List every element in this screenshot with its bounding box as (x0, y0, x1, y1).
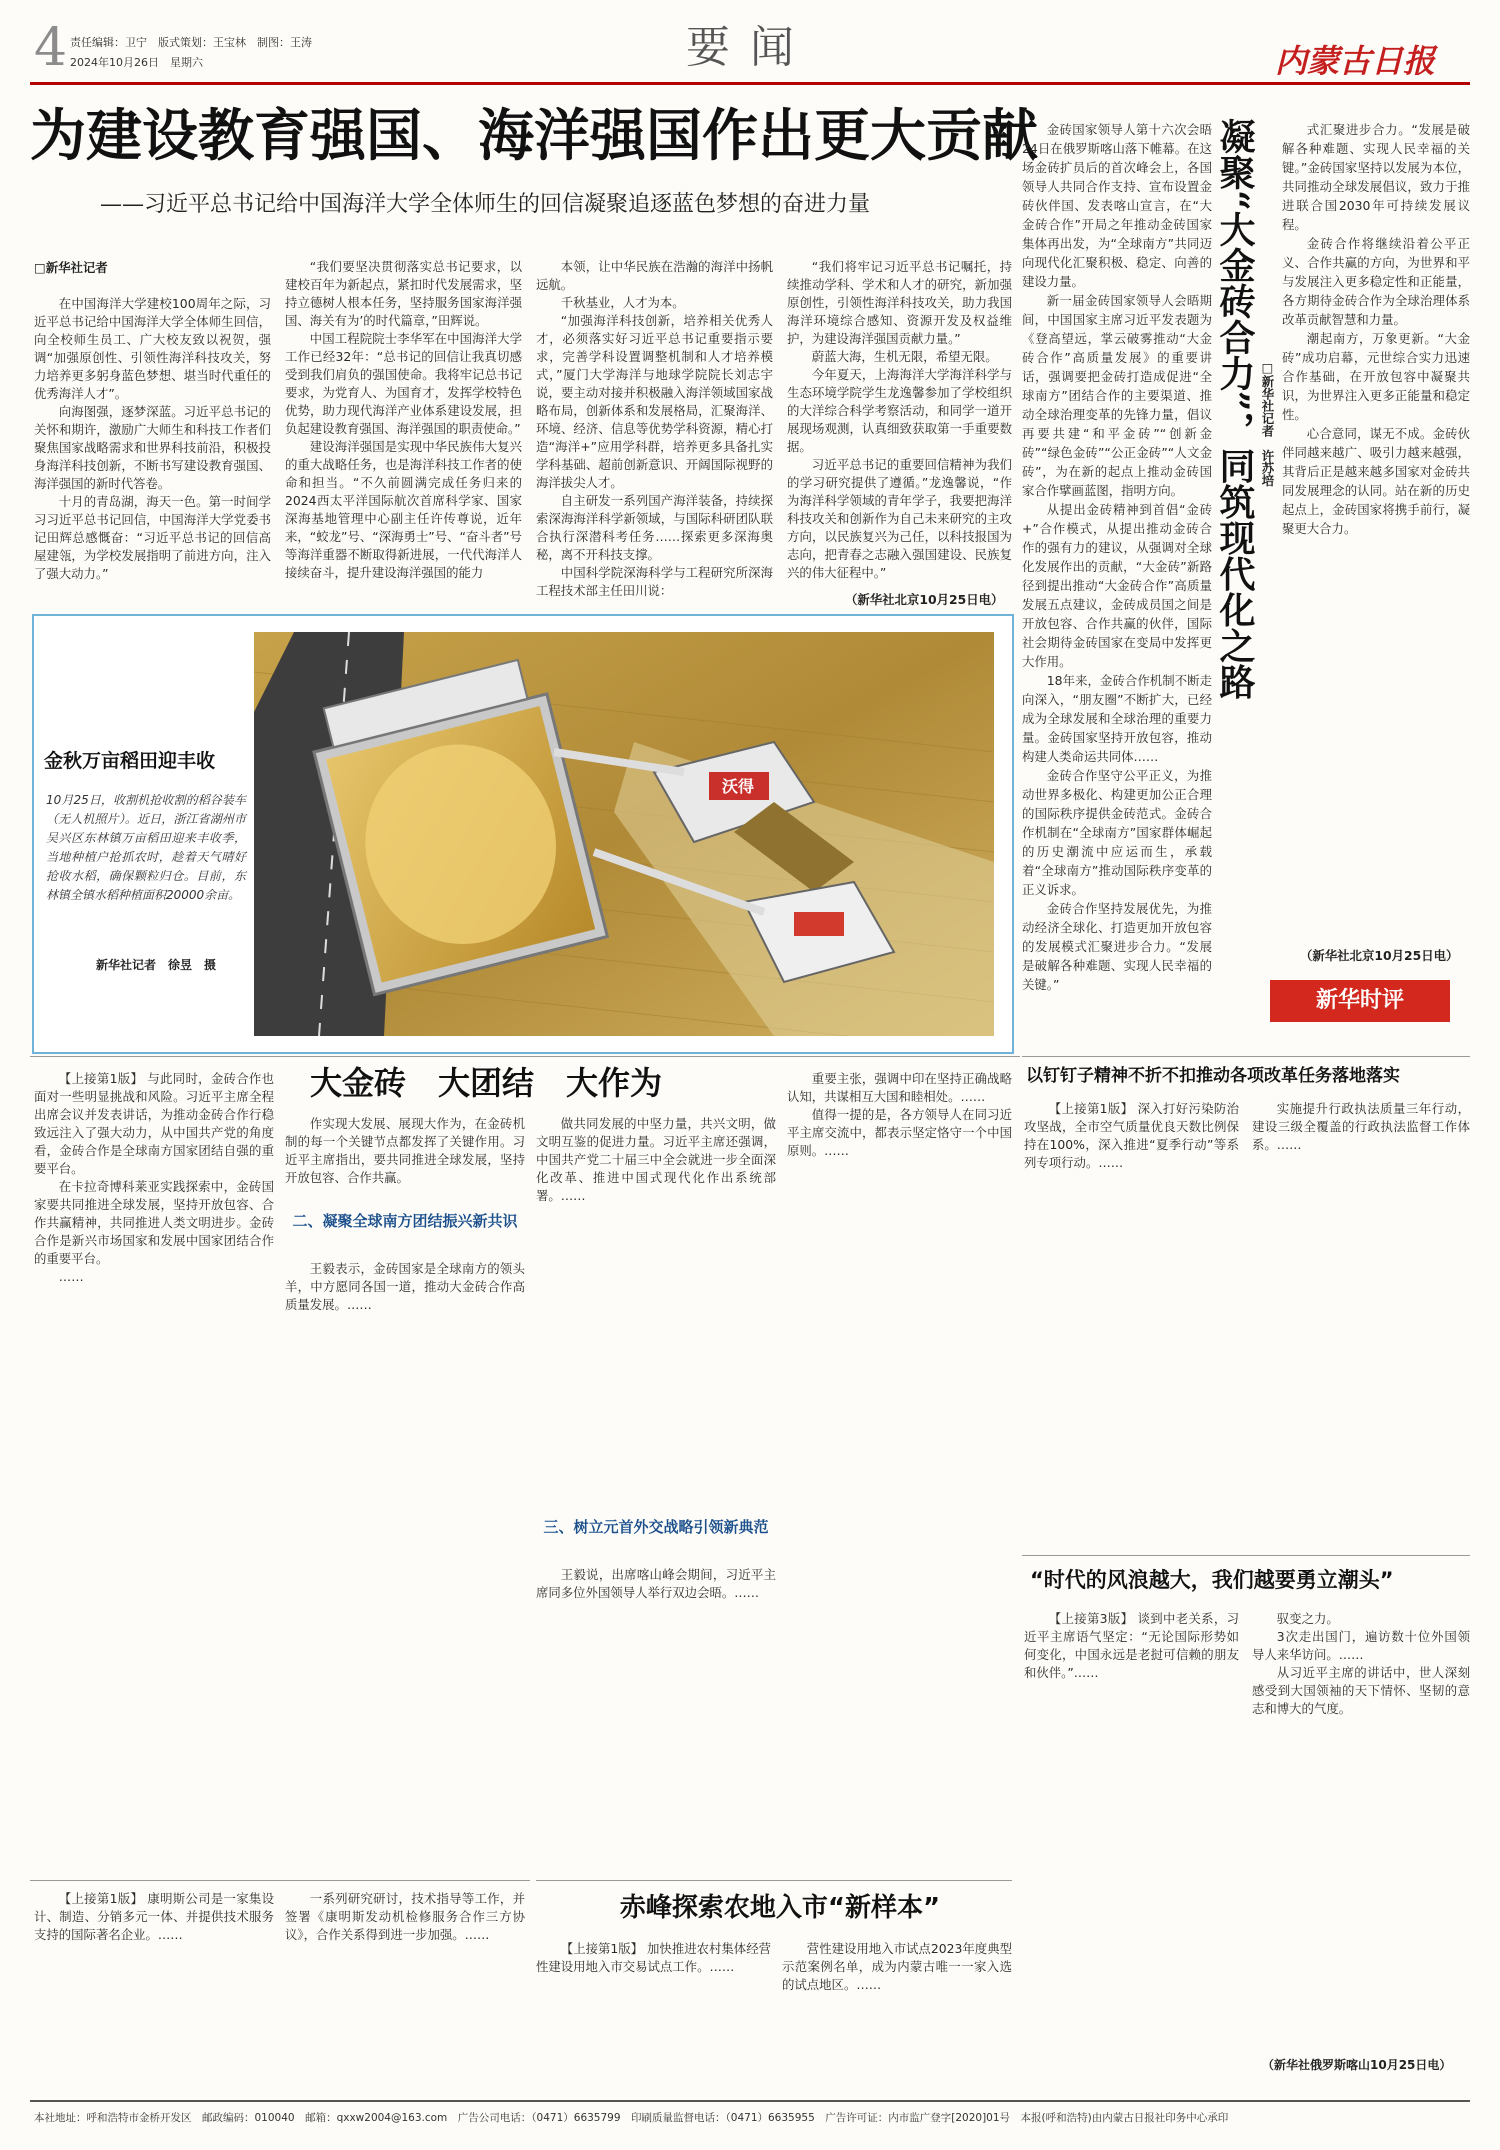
paragraph: 金砖合作坚持发展优先，为推动经济全球化、打造更加开放包容的发展模式汇聚进步合力。“发展是破解各种难题、实现人民幸福的关键。” (1022, 901, 1212, 992)
commentary-byline: □新华社记者 许苏培 (1260, 360, 1275, 487)
paragraph: 式汇聚进步合力。“发展是破解各种难题、实现人民幸福的关键。”金砖国家坚持以发展为本位，共同推动全球发展倡议，致力于推进联合国2030年可持续发展议程。 (1282, 122, 1470, 232)
section-rule-2 (1022, 1056, 1470, 1057)
article3-title: 以钉钉子精神不折不扣推动各项改革任务落地落实 (1026, 1066, 1400, 1086)
editors-line: 责任编辑：卫宁 版式策划：王宝林 制图：王涛 (70, 36, 312, 49)
article2-column-4 (787, 1070, 1012, 1870)
article5-column-1 (34, 1890, 274, 2090)
article6-column-1 (536, 1940, 771, 2090)
lead-byline: □新华社记者 (34, 260, 108, 275)
lead-subtitle: ——习近平总书记给中国海洋大学全体师生的回信凝聚追逐蓝色梦想的奋进力量 (100, 192, 871, 217)
article6-column-2 (782, 1940, 1012, 2090)
paragraph: 金砖国家领导人第十六次会晤24日在俄罗斯喀山落下帷幕。在这场金砖扩员后的首次峰会上，各国领导人共同合作支持、宣布设置金砖伙伴国、发表喀山宣言，在“大金砖合作”开局之年推动金砖国家集体再出发，为“全球南方”共同迈向现代化汇聚积极、稳定、向善的建设力量。 (1022, 122, 1212, 289)
article2-subheading-3: 三、树立元首外交战略引领新典范 (543, 1518, 769, 1536)
paragraph: 今年夏天，上海海洋大学海洋科学与生态环境学院学生龙逸馨参加了学校组织的大洋综合科学考察活动，和同学一道开展现场观测，认真细致获取第一手重要数据。 (787, 367, 1012, 454)
commentary-column-2 (1282, 120, 1470, 940)
lead-column-1 (34, 295, 271, 605)
paragraph: 千秋基业，人才为本。 (560, 295, 685, 310)
article2-column-3 (536, 1115, 776, 1505)
page-number: 4 (34, 18, 68, 78)
paragraph: 做共同发展的中坚力量，共兴文明，做文明互鉴的促进力量。习近平主席还强调，中国共产党二十届三中全会就进一步全面深化改革、推进中国式现代化作出系统部署。…… (536, 1116, 776, 1203)
article4-dateline: （新华社俄罗斯喀山10月25日电） (1262, 2058, 1452, 2072)
paragraph: 在中国海洋大学建校100周年之际，习近平总书记给中国海洋大学全体师生回信，向全校师生员工、广大校友致以祝贺，强调“加强原创性、引领性海洋科技攻关，努力培养更多躬身蓝色梦想、堪当时代重任的优秀海洋人才”。 (34, 296, 271, 401)
lead-column-3 (536, 258, 773, 606)
paragraph: 【上接第3版】 谈到中老关系，习近平主席语气坚定：“无论国际形势如何变化，中国永远是老挝可信赖的朋友和伙伴。”…… (1024, 1611, 1239, 1680)
paragraph: 金砖合作坚守公平正义，为推动世界多极化、构建更加公正合理的国际秩序提供金砖范式。金砖合作机制在“全球南方”国家群体崛起的历史潮流中应运而生，承载着“全球南方”推动国际秩序变革的正义诉求。 (1022, 768, 1212, 897)
article2-column-2 (285, 1115, 525, 1195)
paragraph: “我们要坚决贯彻落实总书记要求，以建校百年为新起点，紧扣时代发展需求，坚持立德树人根本任务，坚持服务国家海洋强国、海关有为’的时代篇章，”田辉说。 (285, 259, 522, 328)
harvest-photo (254, 632, 994, 1036)
photo-caption-title: 金秋万亩稻田迎丰收 (44, 750, 216, 772)
paragraph: 在卡拉奇博科莱亚实践探索中，金砖国家要共同推进全球发展，坚持开放包容、合作共赢精神，共同推进人类文明进步。金砖合作是新兴市场国家和发展中国家团结合作的重要平台。 (34, 1179, 274, 1266)
paragraph: 18年来，金砖合作机制不断走向深入，“朋友圈”不断扩大，已经成为全球发展和全球治理的重要力量。金砖国家坚持开放包容，推动构建人类命运共同体…… (1022, 673, 1212, 764)
paragraph: 王毅说，出席喀山峰会期间，习近平主席同多位外国领导人举行双边会晤。…… (536, 1567, 776, 1600)
page-header (0, 0, 1500, 88)
paragraph: 建设海洋强国是实现中华民族伟大复兴的重大战略任务，也是海洋科技工作者的使命和担当。“不久前圆满完成任务归来的2024西太平洋国际航次首席科学家、国家深海基地管理中心副主任许传尊说，近年来，“蛟龙”号、“深海勇士”号、“奋斗者”号等海洋重器不断取得新进展，一代代海洋人接续奋斗，提升建设海洋强国的能力 (285, 439, 522, 580)
paragraph: 【上接第1版】 与此同时，金砖合作也面对一些明显挑战和风险。习近平主席全程出席会议并发表讲话，为推动金砖合作行稳致远注入了强大动力，从中国共产党的角度看，金砖合作是全球南方国家团结自强的重要平台。 (34, 1071, 274, 1176)
photo-credit: 新华社记者 徐昱 摄 (96, 958, 217, 972)
paragraph: 实施提升行政执法质量三年行动，建设三级全覆盖的行政执法监督工作体系。…… (1252, 1101, 1470, 1152)
commentary-title-text: 凝聚“大金砖合力”，同筑现代化之路 (1214, 118, 1256, 700)
article2-column-2b (285, 1260, 525, 1870)
paragraph: 【上接第1版】 康明斯公司是一家集设计、制造、分销多元一体、并提供技术服务支持的国际著名企业。…… (34, 1891, 274, 1942)
paragraph: 从习近平主席的讲话中，世人深刻感受到大国领袖的天下情怀、坚韧的意志和博大的气度。 (1252, 1665, 1470, 1716)
section-rule-5 (536, 1880, 1012, 1881)
paragraph: 向海图强，逐梦深蓝。习近平总书记的关怀和期许，激励广大师生和科技工作者们聚焦国家战略需求和世界科技前沿，积极投身海洋科技创新，不断书写建设教育强国、海洋强国的新时代答卷。 (34, 404, 271, 491)
paragraph: “加强海洋科技创新，培养相关优秀人才，必须落实好习近平总书记重要指示要求，完善学科设置调整机制和人才培养模式，”厦门大学海洋与地球学院院长刘志宇说，要主动对接并积极融入海洋领域国家战略布局，创新体系和发展格局，汇聚海洋、环境、经济、信息等优势学科资源，精心打造“海洋+”应用学科群，培养更多具备扎实学科基础、超前创新意识、开阔国际视野的海洋拔尖人才。 (536, 313, 773, 490)
paragraph: “我们将牢记习近平总书记嘱托，持续推动学科、学术和人才的研究，新加强原创性，引领性海洋科技攻关，助力我国海洋环境综合感知、资源开发及权益维护，为建设海洋强国贡献力量。” (787, 259, 1012, 346)
article2-subheading-2: 二、凝聚全球南方团结振兴新共识 (292, 1212, 518, 1230)
article4-column-2 (1252, 1610, 1470, 2050)
paragraph: 本领，让中华民族在浩瀚的海洋中扬帆远航。 (536, 259, 773, 292)
issue-date: 2024年10月26日 星期六 (70, 56, 203, 69)
paragraph: 潮起南方，万象更新。“大金砖”成功启幕，元世综合实力迅速合作基础，在开放包容中凝聚共识，为世界注入更多正能量和稳定性。 (1282, 331, 1470, 422)
paragraph: 从提出金砖精神到首倡“金砖+”合作模式，从提出推动金砖合作的强有力的建议，从强调对全球化发展作出的贡献，“大金砖”新路径到提出推动“大金砖合作”高质量发展五点建议，金砖成员国之间是开放包容、合作共赢的伙伴，国际社会期待金砖国家在变局中发挥更大作用。 (1022, 502, 1212, 669)
article5-column-2 (285, 1890, 525, 2090)
paragraph: 一系列研究研讨，技术指导等工作，并签署《康明斯发动机检修服务合作三方协议》，合作关系得到进一步加强。…… (285, 1891, 525, 1942)
paragraph: 十月的青岛湖，海天一色。第一时间学习习近平总书记回信，中国海洋大学党委书记田辉总感慨奋：“习近平总书记的回信高屋建瓴，为学校发展指明了前进方向，注入了强大动力。” (34, 494, 271, 581)
footer-info: 本社地址：呼和浩特市金桥开发区 邮政编码：010040 邮箱：qxxw2004@163.com 广告公司电话：（0471）6635799 印刷质量监督电话：（0471）6635955 广告许可证：内市监广登字[2020]01号 本报(呼和浩特)由内蒙古日报社印务中心承印 (34, 2112, 1229, 2124)
section-rule-4 (30, 1880, 530, 1881)
article2-column-1 (34, 1070, 274, 1870)
paragraph: 【上接第1版】 加快推进农村集体经营性建设用地入市交易试点工作。…… (536, 1941, 771, 1974)
masthead-logo: 内蒙古日报 (1275, 42, 1436, 80)
paragraph: 习近平总书记的重要回信精神为我们的学习研究提供了遵循。”龙逸馨说，“作为海洋科学领域的青年学子，我要把海洋科技攻关和创新作为自己未来研究的主攻方向，以民族复兴为己任，以科技报国为志向，把青春之志融入强国建设、民族复兴的伟大征程中。” (787, 457, 1012, 580)
paragraph: 蔚蓝大海，生机无限，希望无限。 (811, 349, 998, 364)
header-rule (30, 82, 1470, 85)
article6-title: 赤峰探索农地入市“新样本” (619, 1893, 941, 1923)
commentary-title (1212, 118, 1262, 718)
paragraph: 【上接第1版】 深入打好污染防治攻坚战，全市空气质量优良天数比例保持在100%，深入推进“夏季行动”等系列专项行动。…… (1024, 1101, 1239, 1170)
section-title: 要闻 (686, 22, 814, 73)
article4-column-1 (1024, 1610, 1239, 2070)
paragraph: 重要主张，强调中印在坚持正确战略认知，共谋相互大国和睦相处。…… (787, 1071, 1012, 1104)
article3-column-1 (1024, 1100, 1239, 1540)
paragraph: 新一届金砖国家领导人会晤期间，中国国家主席习近平发表题为《登高望远，掌云破雾推动“大金砖合作”高质量发展》的重要讲话，强调要把金砖打造成促进“全球南方”团结合作的主要渠道、推动全球治理变革的先锋力量，倡议再要共建“和平金砖”“创新金砖”“绿色金砖”“公正金砖”“人文金砖”，为在新的起点上推动金砖国家合作擘画蓝图，指明方向。 (1022, 293, 1212, 498)
article2-column-3b (536, 1566, 776, 1866)
photo-caption-text: 10月25日，收割机抢收割的稻谷装车（无人机照片）。近日，浙江省湖州市吴兴区东林镇万亩稻田迎来丰收季，当地种植户抢抓农时，趁着天气晴好抢收水稻，确保颗粒归仓。目前，东林镇全镇水稻种植面积20000余亩。 (46, 793, 246, 902)
commentary-column-1 (1022, 120, 1212, 1050)
article2-title: 大金砖 大团结 大作为 (310, 1064, 663, 1102)
lead-title: 为建设教育强国、海洋强国作出更大贡献 (30, 104, 1038, 169)
paragraph: 中国科学院深海科学与工程研究所深海工程技术部主任田川说： (536, 565, 773, 598)
commentary-dateline: （新华社北京10月25日电） (1300, 948, 1459, 963)
paragraph: 金砖合作将继续沿着公平正义、合作共赢的方向，为世界和平与发展注入更多稳定性和正能量，各方期待金砖合作为全球治理体系改革贡献智慧和力量。 (1282, 236, 1470, 327)
paragraph: 3次走出国门，遍访数十位外国领导人来华访问。…… (1252, 1629, 1470, 1662)
paragraph: 营性建设用地入市试点2023年度典型示范案例名单，成为内蒙古唯一一家入选的试点地区。…… (782, 1941, 1012, 1992)
lead-column-4 (787, 258, 1012, 588)
article3-column-2 (1252, 1100, 1470, 1540)
photo-box (32, 614, 1014, 1054)
article4-title: “时代的风浪越大，我们越要勇立潮头” (1030, 1568, 1394, 1592)
commentary-badge: 新华时评 (1270, 980, 1450, 1022)
section-rule-1 (30, 1056, 1020, 1057)
paragraph: 驭变之力。 (1276, 1611, 1339, 1626)
lead-column-2 (285, 258, 522, 606)
paragraph: 作实现大发展、展现大作为，在金砖机制的每一个关键节点都发挥了关键作用。习近平主席指出，要共同推进全球发展，坚持开放包容、合作共赢。 (285, 1116, 525, 1185)
paragraph: 心合意同，谋无不成。金砖伙伴同越来越广、吸引力越来越强，其背后正是越来越多国家对金砖共同发展理念的认同。站在新的历史起点上，金砖国家将携手前行，凝聚更大合力。 (1282, 426, 1470, 536)
machine-brand-label: 沃得 (722, 777, 755, 796)
footer-rule (30, 2100, 1470, 2102)
paragraph: 王毅表示，金砖国家是全球南方的领头羊，中方愿同各国一道，推动大金砖合作高质量发展。…… (285, 1261, 525, 1312)
lead-dateline: （新华社北京10月25日电） (845, 592, 1004, 607)
paragraph: 值得一提的是，各方领导人在同习近平主席交流中，都表示坚定恪守一个中国原则。…… (787, 1107, 1012, 1158)
paragraph: 中国工程院院士李华军在中国海洋大学工作已经32年：“总书记的回信让我真切感受到我们肩负的强国使命。我将牢记总书记要求，为党育人、为国育才，发挥学校特色优势，助力现代海洋产业体系建设发展，担负起建设教育强国、海洋强国的职责使命。” (285, 331, 522, 436)
paragraph: …… (58, 1269, 84, 1284)
paragraph: 自主研发一系列国产海洋装备，持续探索深海海洋科学新领域，与国际科研团队联合执行深潜科考任务……探索更多深海奥秘，离不开科技支撑。 (536, 493, 773, 562)
section-rule-3 (1022, 1555, 1470, 1556)
